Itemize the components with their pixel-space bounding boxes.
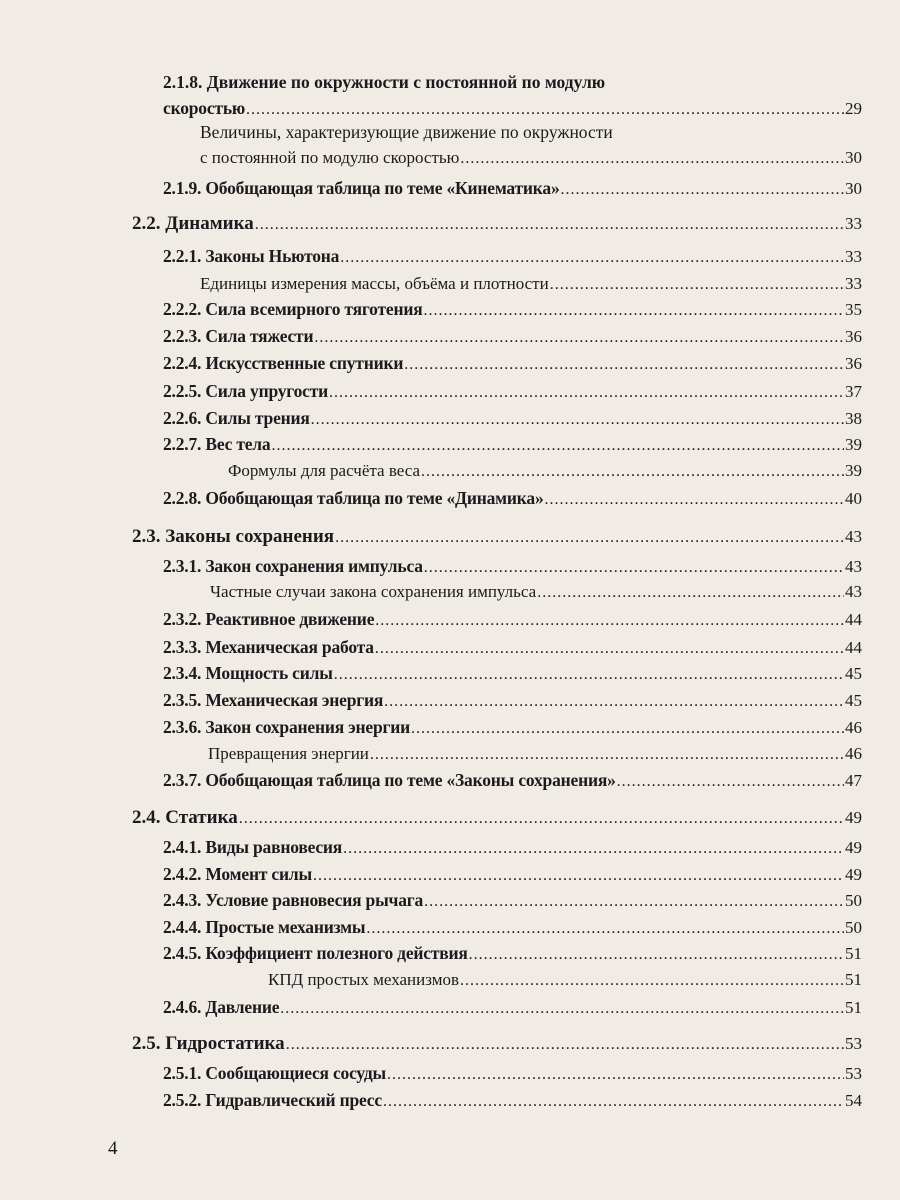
toc-entry-title: КПД простых механизмов xyxy=(268,970,459,989)
toc-entry-title: 2.4. Статика xyxy=(132,807,238,828)
toc-entry-title: 2.1.9. Обобщающая таблица по теме «Кинематика» xyxy=(163,178,560,198)
toc-entry-title: 2.3.6. Закон сохранения энергии xyxy=(163,717,411,737)
dot-leader xyxy=(561,181,844,199)
toc-entry-page: 49 xyxy=(845,838,862,857)
toc-entry-title: Превращения энергии xyxy=(208,744,369,763)
toc-entry xyxy=(163,408,862,434)
toc-entry xyxy=(163,717,862,743)
dot-leader xyxy=(286,1036,844,1054)
toc-entry-title: 2.2.3. Сила тяжести xyxy=(163,326,314,346)
toc-entry-title: 2.4.1. Виды равновесия xyxy=(163,837,343,857)
toc-entry-title: 2.2.6. Силы трения xyxy=(163,408,310,428)
toc-entry xyxy=(163,246,862,272)
dot-leader xyxy=(239,810,844,828)
toc-entry xyxy=(163,770,862,796)
toc-entry-page: 38 xyxy=(845,409,862,428)
toc-entry xyxy=(132,807,862,833)
toc-entry-page: 46 xyxy=(845,718,862,737)
toc-entry-title: 2.4.3. Условие равновесия рычага xyxy=(163,890,424,910)
toc-entry-title: 2.3.7. Обобщающая таблица по теме «Законы сохранения» xyxy=(163,770,616,790)
toc-entry-page: 29 xyxy=(845,99,862,118)
toc-entry xyxy=(163,299,862,325)
toc-entry-page: 51 xyxy=(845,944,862,963)
toc-entry xyxy=(132,526,862,552)
toc-entry xyxy=(163,943,862,969)
dot-leader xyxy=(469,946,844,964)
toc-entry-title: 2.2.2. Сила всемирного тяготения xyxy=(163,299,423,319)
toc-entry xyxy=(163,556,862,582)
dot-leader xyxy=(460,972,844,990)
toc-entry-title: 2.3.1. Закон сохранения импульса xyxy=(163,556,423,576)
toc-entry-title: 2.3.5. Механическая энергия xyxy=(163,690,384,710)
toc-entry-title: 2.2.1. Законы Ньютона xyxy=(163,246,340,266)
toc-entry xyxy=(268,970,862,996)
toc-entry-title: Формулы для расчёта веса xyxy=(228,461,421,480)
toc-entry-page: 37 xyxy=(845,382,862,401)
toc-entry-page: 43 xyxy=(845,557,862,576)
toc-entry-title: 2.2.8. Обобщающая таблица по теме «Динамика» xyxy=(163,488,544,508)
toc-entry xyxy=(163,488,862,514)
toc-entry-page: 45 xyxy=(845,664,862,683)
dot-leader xyxy=(271,437,844,455)
dot-leader xyxy=(335,529,844,547)
toc-entry-title: скоростью xyxy=(163,98,246,118)
dot-leader xyxy=(340,249,844,267)
toc-entry-title: 2.2.4. Искусственные спутники xyxy=(163,353,404,373)
dot-leader xyxy=(424,302,845,320)
toc-entry-title: 2.2.5. Сила упругости xyxy=(163,381,329,401)
toc-entry-title: 2.5.1. Сообщающиеся сосуды xyxy=(163,1063,387,1083)
toc-entry xyxy=(163,434,862,460)
toc-entry-page: 47 xyxy=(845,771,862,790)
toc-entry-page: 43 xyxy=(845,582,862,601)
toc-entry xyxy=(132,1033,862,1059)
toc-entry-title: 2.3.2. Реактивное движение xyxy=(163,609,375,629)
toc-entry-page: 36 xyxy=(845,354,862,373)
toc-entry xyxy=(163,381,862,407)
dot-leader xyxy=(343,840,844,858)
dot-leader xyxy=(311,411,844,429)
toc-entry-title-line1: Величины, характеризующие движение по окружности xyxy=(200,122,613,142)
toc-entry xyxy=(132,213,862,239)
dot-leader xyxy=(383,1093,844,1111)
toc-entry xyxy=(200,148,862,174)
dot-leader xyxy=(329,384,844,402)
toc-entry-page: 51 xyxy=(845,998,862,1017)
dot-leader xyxy=(280,1000,844,1018)
dot-leader xyxy=(617,773,844,791)
toc-entry xyxy=(163,917,862,943)
dot-leader xyxy=(375,640,844,658)
toc-entry-title: 2.4.2. Момент силы xyxy=(163,864,312,884)
toc-entry-page: 30 xyxy=(845,148,862,167)
toc-entry xyxy=(163,864,862,890)
dot-leader xyxy=(550,276,844,294)
toc-entry xyxy=(163,890,862,916)
toc-entry xyxy=(208,744,862,770)
toc-entry-page: 44 xyxy=(845,610,862,629)
toc-entry-page: 35 xyxy=(845,300,862,319)
toc-entry-title: 2.4.5. Коэффициент полезного действия xyxy=(163,943,468,963)
toc-entry-page: 49 xyxy=(845,808,862,827)
toc-entry xyxy=(163,98,862,124)
toc-entry-title-line1: 2.1.8. Движение по окружности с постоянной по модулю xyxy=(163,72,606,92)
toc-entry xyxy=(163,663,862,689)
toc-entry-page: 45 xyxy=(845,691,862,710)
toc-entry-page: 30 xyxy=(845,179,862,198)
dot-leader xyxy=(404,356,844,374)
toc-entry-page: 53 xyxy=(845,1064,862,1083)
toc-entry-page: 54 xyxy=(845,1091,862,1110)
toc-entry xyxy=(163,637,862,663)
toc-entry-title: Единицы измерения массы, объёма и плотности xyxy=(200,274,549,293)
toc-entry xyxy=(163,1090,862,1116)
toc-entry-title: 2.5. Гидростатика xyxy=(132,1033,285,1054)
toc-entry-page: 33 xyxy=(845,274,862,293)
toc-entry-title: 2.3.3. Механическая работа xyxy=(163,637,374,657)
dot-leader xyxy=(384,693,844,711)
toc-entry-page: 44 xyxy=(845,638,862,657)
dot-leader xyxy=(545,491,845,509)
dot-leader xyxy=(460,150,844,168)
dot-leader xyxy=(370,746,844,764)
dot-leader xyxy=(313,867,844,885)
toc-entry-page: 49 xyxy=(845,865,862,884)
dot-leader xyxy=(424,893,844,911)
toc-entry-page: 53 xyxy=(845,1034,862,1053)
toc-entry-page: 50 xyxy=(845,891,862,910)
toc-entry xyxy=(163,997,862,1023)
toc-entry-title: с постоянной по модулю скоростью xyxy=(200,148,460,167)
dot-leader xyxy=(537,584,844,602)
dot-leader xyxy=(424,559,844,577)
toc-entry-title: 2.2.7. Вес тела xyxy=(163,434,271,454)
toc-entry-page: 40 xyxy=(845,489,862,508)
toc-entry-page: 46 xyxy=(845,744,862,763)
page-number: 4 xyxy=(108,1138,118,1159)
toc-entry xyxy=(163,178,862,204)
toc-entry-title: 2.4.6. Давление xyxy=(163,997,280,1017)
dot-leader xyxy=(387,1066,844,1084)
toc-entry-page: 33 xyxy=(845,214,862,233)
toc-entry xyxy=(163,837,862,863)
toc-entry-title: 2.3.4. Мощность силы xyxy=(163,663,333,683)
toc-entry-page: 36 xyxy=(845,327,862,346)
toc-entry xyxy=(200,274,862,300)
toc-entry-title: 2.5.2. Гидравлический пресс xyxy=(163,1090,382,1110)
dot-leader xyxy=(366,920,844,938)
dot-leader xyxy=(314,329,844,347)
toc-entry-page: 43 xyxy=(845,527,862,546)
dot-leader xyxy=(246,101,844,119)
toc-entry-page: 39 xyxy=(845,435,862,454)
toc-entry-page: 33 xyxy=(845,247,862,266)
toc-entry xyxy=(163,326,862,352)
toc-entry-page: 50 xyxy=(845,918,862,937)
toc-entry-page: 51 xyxy=(845,970,862,989)
dot-leader xyxy=(411,720,844,738)
toc-entry xyxy=(210,582,862,608)
toc-entry xyxy=(228,461,862,487)
toc-entry-title: 2.2. Динамика xyxy=(132,213,254,234)
toc-entry xyxy=(163,690,862,716)
toc-entry xyxy=(163,353,862,379)
toc-entry-title: Частные случаи закона сохранения импульса xyxy=(210,582,537,601)
dot-leader xyxy=(375,612,844,630)
dot-leader xyxy=(255,216,844,234)
toc-entry-title: 2.4.4. Простые механизмы xyxy=(163,917,366,937)
toc-entry-title: 2.3. Законы сохранения xyxy=(132,526,335,547)
dot-leader xyxy=(421,463,844,481)
toc-entry xyxy=(163,609,862,635)
toc-entry xyxy=(163,1063,862,1089)
toc-entry-page: 39 xyxy=(845,461,862,480)
dot-leader xyxy=(334,666,844,684)
